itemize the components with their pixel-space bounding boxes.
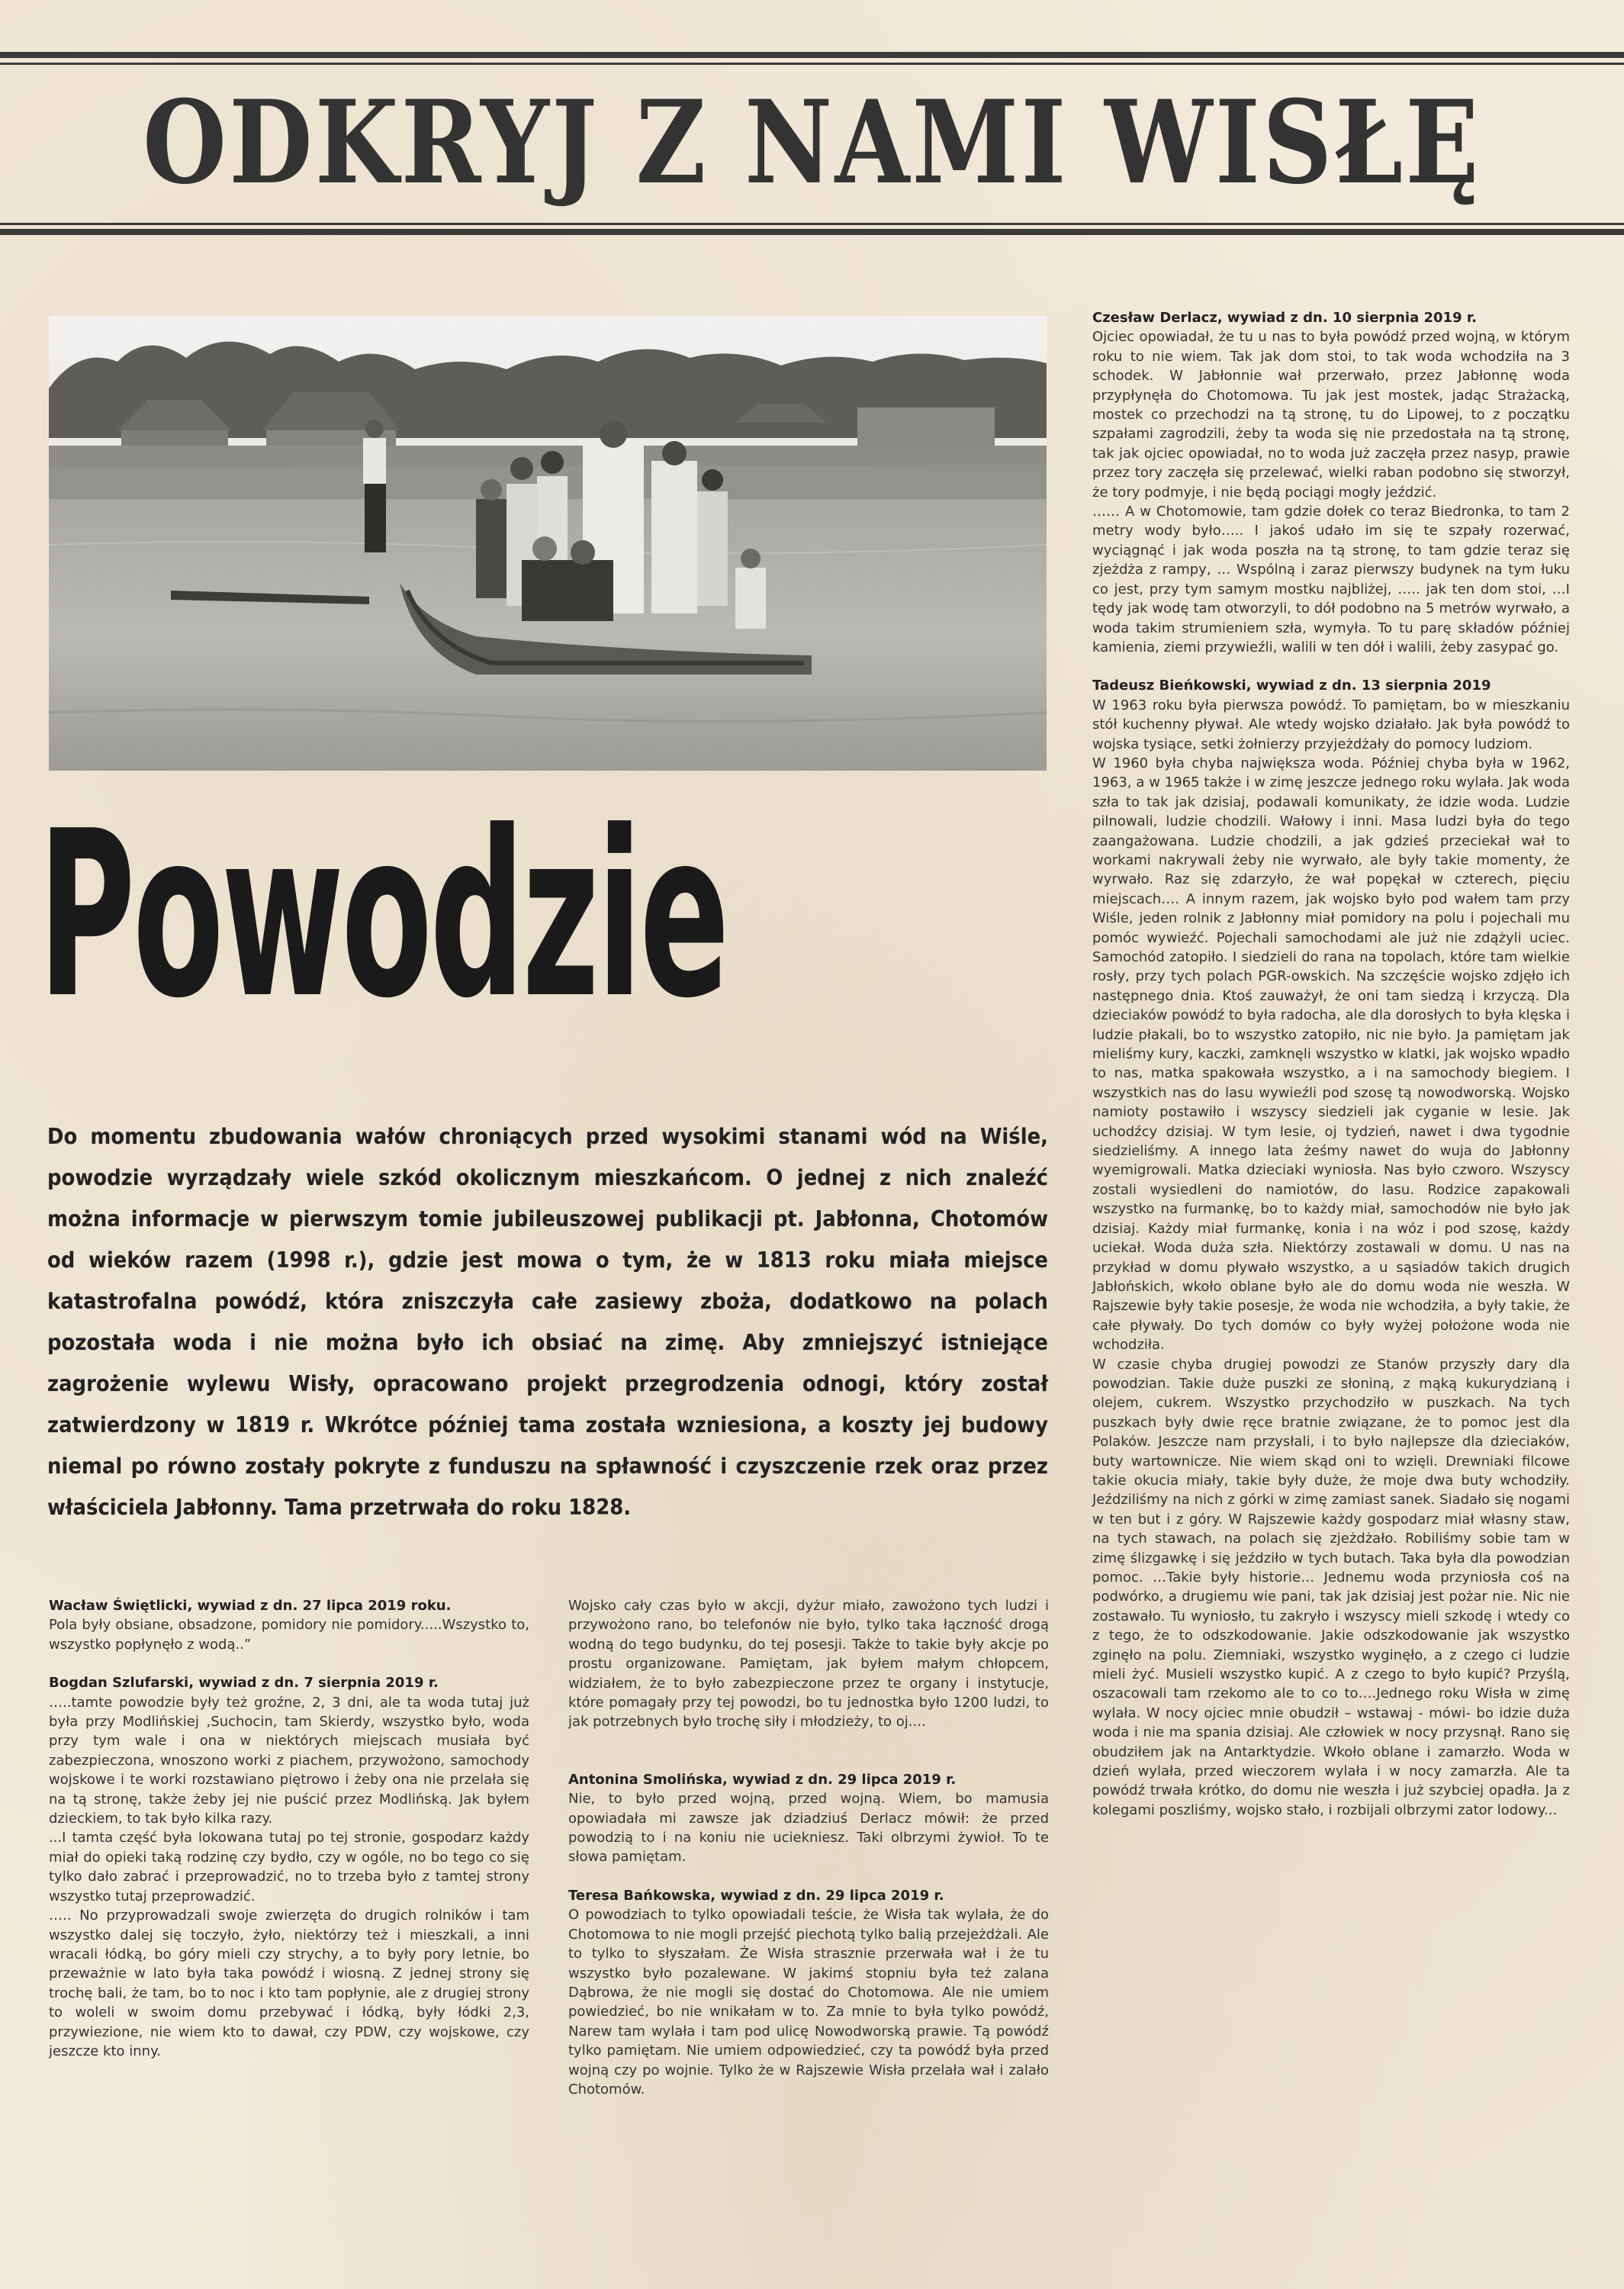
interview-paragraph: …… A w Chotomowie, tam gdzie dołek co teraz Biedronka, to tam 2 metry wody było….. I jakoś udało im się te szpały rozerwać, wyciągnąć i jak woda poszła na tą stronę, to tam gdzie teraz się zjeżdża z rampy, … Wspólną i zaraz pierwszy budynek na tym łuku co jest, przy tym samym mostku najbliżej, ….. jak ten dom stoi, …I tędy jak wodę tam otworzyli, to dół podobno na 5 metrów wyrwało, a woda takim strumieniem szła, wymyła. To tu parę składów później kamienia, ziemi przywieźli, walili w ten dół i walili, żeby zasypać go.	[1092, 504, 1570, 655]
interview-paragraph: ...I tamta część była lokowana tutaj po tej stronie, gospodarz każdy miał do opieki taką rodzinę czy bydło, czy w ogóle, no bo tego co się tylko dało zabrać i przeprowadzić, no to trzeba było z tamtej strony wszystko tutaj przeprowadzić.	[49, 1830, 529, 1904]
interview-paragraph: Pola były obsiane, obsadzone, pomidory nie pomidory.....Wszystko to, wszystko popłynęło z wodą..”	[49, 1617, 529, 1653]
column-middle	[568, 1596, 1049, 2099]
intro-paragraph: Do momentu zbudowania wałów chroniących przed wysokimi stanami wód na Wiśle, powodzie wyrządzały wiele szkód okolicznym mieszkańcom. O jednej z nich znaleźć można informacje w pierwszym tomie jubileuszowej publikacji pt. Jabłonna, Chotomów od wieków razem (1998 r.), gdzie jest mowa o tym, że w 1813 roku miała miejsce katastrofalna powódź, która zniszczyła całe zasiewy zboża, dodatkowo na polach pozostała woda i nie można było ich obsiać na zimę. Aby zmniejszyć istniejące zagrożenie wylewu Wisły, opracowano projekt przegrodzenia odnogi, który został zatwierdzony w 1819 r. Wkrótce później tama została wzniesiona, a koszty jej budowy niemal po równo zostały pokryte z funduszu na spławność i czyszczenie rzek oraz przez właściciela Jabłonny. Tama przetrwała do roku 1828.	[47, 1123, 1048, 1520]
interview-heading: Tadeusz Bieńkowski, wywiad z dn. 13 sierpnia 2019	[1092, 678, 1491, 694]
interview-paragraph: W 1963 roku była pierwsza powódź. To pamiętam, bo w mieszkaniu stół kuchenny pływał. Ale wtedy wojsko działało. Jak była powódź to wojska tysiące, setki żołnierzy przyjeżdżały do pomocy ludziom.	[1092, 697, 1570, 752]
masthead-bottom-rule-thick	[0, 229, 1624, 235]
column-right	[1092, 308, 1570, 1820]
interview-paragraph: Nie, to było przed wojną, przed wojną. Wiem, bo mamusia opowiadała mi zawsze jak dziadziuś Derlacz mówił: że przed powodzią to i na koniu nie uciekniesz. Taki olbrzymi żywioł. To te słowa pamiętam.	[568, 1791, 1049, 1866]
masthead-top-rule-thick	[0, 52, 1624, 58]
interview-heading: Teresa Bańkowska, wywiad z dn. 29 lipca 2019 r.	[568, 1887, 944, 1904]
interview-paragraph: ….. No przyprowadzali swoje zwierzęta do drugich rolników i tam wszystko dalej się toczyło, żyło, niektórzy też i mieszkali, a inni wracali łódką, bo góry mieli czy strychy, a to były pory letnie, bo przeważnie w lato była taka powódź i wiosną. Z jednej strony się trochę bali, że tam, bo to noc i kto tam popłynie, ale z drugiej strony to woleli w swoim domu przebywać i łódką, były łódki 2,3, przywiezione, nie wiem kto to dawał, czy PDW, czy wojskowe, czy jeszcze kto inny.	[49, 1908, 529, 2059]
historical-flood-photo	[49, 316, 1047, 771]
interview-heading: Antonina Smolińska, wywiad z dn. 29 lipca 2019 r.	[568, 1771, 957, 1788]
headline: Powodzie	[38, 782, 727, 1048]
masthead-top-rule-thin	[0, 63, 1624, 65]
photo-illustration	[49, 316, 1047, 771]
interview-paragraph: Ojciec opowiadał, że tu u nas to była powódź przed wojną, w którym roku to nie wiem. Tak jak dom stoi, to tak woda wchodziła na 3 schodek. W Jabłonnie wał przerwało, przez Jabłonnę woda przypłynęła do Chotomowa. Tu jak jest mostek, jadąc Strażacką, mostek co przechodzi na tą stronę, tu do Lipowej, to z początku szpałami zagrodzili, żeby ta woda się nie przedostała na tą stronę, tak jak ojciec opowiadał, no to woda już zaczęła przez nasyp, prawie przez tory zaczęła się przelewać, wielki raban podobno się stworzył, że tory podmyje, i nie będą pociągi mogły jeździć.	[1092, 329, 1570, 501]
interview-heading: Bogdan Szlufarski, wywiad z dn. 7 sierpnia 2019 r.	[49, 1675, 439, 1692]
column-left	[49, 1596, 529, 2061]
interview-heading: Wacław Świętlicki, wywiad z dn. 27 lipca 2019 roku.	[49, 1598, 452, 1614]
interview-paragraph: Wojsko cały czas było w akcji, dyżur miało, zawożono tych ludzi i przywożono rano, bo telefonów nie było, tylko taka łączność drogą wodną do tego budynku, do tej posesji. Także to takie były akcje po prostu organizowane. Pamiętam, jak byłem małym chłopcem, widziałem, że to było zabezpieczone przez te organy i instytucje, które pomagały przy tej powodzi, bo tu jednostka było 1200 ludzi, to jak potrzebnych było trochę siły i młodzieży, to oj....	[568, 1598, 1049, 1730]
masthead-bottom-rule-thin	[0, 223, 1624, 225]
interview-paragraph: O powodziach to tylko opowiadali teście, że Wisła tak wylała, że do Chotomowa to nie mogli przejść piechotą tylko balią przejeżdżali. Ale to tylko to słyszałam. Że Wisła strasznie przerwała wał i że tu wszystko było pozalewane. W jakimś stopniu była też zalana Dąbrowa, że nie mogli się dostać do Chotomowa. Ale nie umiem powiedzieć, bo nie wnikałam w to. Za mnie to była tylko powódź, Narew tam wylała i tam pod ulicę Nowodworską prawie. Tą powódź tylko pamiętam. Nie umiem odpowiedzieć, czy ta powódź była przed wojną czy po wojnie. Tylko że w Rajszewie Wisła przelała wał i zalało Chotomów.	[568, 1907, 1049, 2097]
interview-paragraph: …..tamte powodzie były też groźne, 2, 3 dni, ale ta woda tutaj już była przy Modlińskiej ,Suchocin, tam Skierdy, wszystko było, woda przy tym wale i ona w niektórych miejscach musiała być zabezpieczona, wnoszono worki z piachem, przywożono, samochody wojskowe i te worki rozstawiano piętrowo i żeby ona nie przelała się na tą stronę, także żeby jej nie puścić przez Modlińską. Jak byłem dzieckiem, to tak było kilka razy.	[49, 1694, 529, 1827]
interview-heading: Czesław Derlacz, wywiad z dn. 10 sierpnia 2019 r.	[1092, 310, 1478, 326]
interview-paragraph: W czasie chyba drugiej powodzi ze Stanów przyszły dary dla powodzian. Takie duże puszki ze słoniną, z mąką kukurydzianą i olejem, cukrem. Wszystko przychodziło w puszkach. Na tych puszkach były dwie ręce bratnie związane, że to pomoc jest dla Polaków. Jeszcze nam przysłali, i to było najlepsze dla dzieciaków, buty wartownicze. Nie wiem skąd oni to wzięli. Drewniaki filcowe takie okucia miały, takie były duże, że moje dwa buty wchodziły. Jeździliśmy na nich z górki w zimę zamiast sanek. Siadało się nogami w ten but i z góry. W Rajszewie każdy gospodarz miał własny staw, na tych stawach, na polach się zjeżdżało. Robiliśmy sobie tam w zimę ślizgawkę i się jeździło w tych butach. Taka była dla powodzian pomoc. …Takie były historie… Jednemu woda przyniosła coś na podwórko, a drugiemu wie pani, tak jak dzisiaj jest pożar nie. Nic nie zostawało. Tu wyniosło, tu zakryło i wszyscy mieli szkodę i wtedy co z tego, że to odszkodowanie. Jakie odszkodowanie jak wszystko zginęło na polu. Ziemniaki, wszystko wyginęło, a z czego ci ludzie mieli żyć. Musieli wszystko kupić. A z czego to było kupić? Przyślą, oszacowali tam rzekomo ale to co to….Jednego roku Wisła w zimę wylała. W nocy ojciec mnie obudził – wstawaj - mówi- bo idzie duża woda i nie ma spania dzisiaj. Ale człowiek w nocy przysnął. Rano się obudziłem jak na Antarktydzie. Wkoło oblane i zamarzło. Woda w dzień wylała, przed wieczorem wylała i w nocy zamarzła. Ale ta powódź trwała krótko, do domu nie weszła i już szybciej opadła. Ja z kolegami poszliśmy, wojsko stało, i rozbijali olbrzymi zator lodowy...	[1092, 1356, 1570, 1818]
interview-paragraph: W 1960 była chyba największa woda. Później chyba była w 1962, 1963, a w 1965 także i w zimę jeszcze jednego roku wylała. Jak woda szła to tak jak dzisiaj, podawali komunikaty, że idzie woda. Ludzie pilnowali, ludzie chodzili. Wałowy i inni. Masa ludzi była do tego zaangażowana. Ludzie chodzili, a jak gdzieś przeciekał wał to workami nakrywali żeby nie wyrwało, ale były takie momenty, że wyrwało. Raz się zdarzyło, że wał popękał w czterech, pięciu miejscach…. A innym razem, jak wojsko było pod wałem tam przy Wiśle, jeden rolnik z Jabłonny miał pomidory na polu i pojechali mu pomóc wywieźć. Pojechali samochodami ale już nie zdążyli uciec. Samochód zatopiło. I siedzieli do rana na topolach, które tam wielkie rosły, przy tych polach PGR-owskich. Na szczęście wojsko zdjęło ich następnego dnia. Ktoś zauważył, że oni tam siedzą i krzyczą. Dla dzieciaków powódź to była radocha, ale dla dorosłych to była klęska i ludzie płakali, bo to wszystko zatopiło, nic nie było. Ja pamiętam jak mieliśmy kury, kaczki, zamknęli wszystko w klatki, jak wojsko wpadło to nas, matka spakowała wszystko, a i na samochody biegiem. I wszystkich nas do lasu wywieźli pod szosę tą nowodworską. Wojsko namioty postawiło i wszyscy siedzieli jak cyganie w lesie. Jak uchodźcy dzisiaj. W tym lesie, oj tydzień, nawet i dwa tygodnie siedzieliśmy. A innego lata żeśmy nawet do wuja do Jabłonny wyemigrowali. Matka dzieciaki wyniosła. Nas było czworo. Wszyscy zostali wysiedleni do namiotów, do lasu. Rodzice zapakowali wszystko na furmankę, bo to każdy miał, samochodów nie było jak dzisiaj. Każdy miał furmankę, konia i na wóz i pod szosę, każdy uciekał. Woda duża szła. Niektórzy zostawali w domu. U nas na przykład w domu pływało wszystko, a u sąsiadów takich drugich Jabłońskich, wkoło oblane było ale do domu woda nie weszła. W Rajszewie były takie posesje, że woda nie wchodziła, a były takie, że całe pływały. Do tych domów co były wyżej położone woda nie wchodziła.	[1092, 755, 1570, 1354]
masthead-title: ODKRYJ Z NAMI WISŁĘ	[143, 76, 1481, 210]
